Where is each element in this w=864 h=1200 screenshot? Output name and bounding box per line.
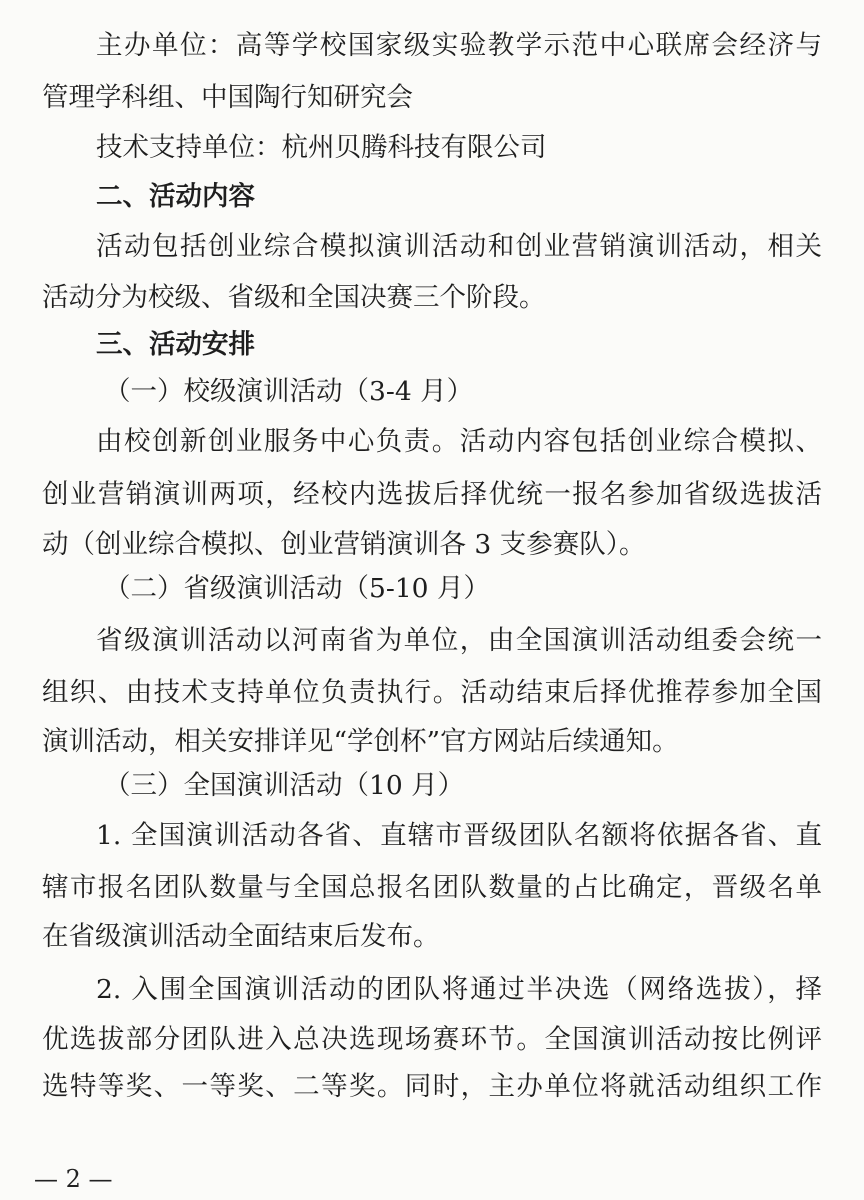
provincial-paragraph-line-1: 省级演训活动以河南省为单位，由全国演训活动组委会统一 [96, 625, 822, 656]
school-paragraph-line-3: 动（创业综合模拟、创业营销演训各 3 支参赛队）。 [42, 529, 646, 560]
content-paragraph-line-1: 活动包括创业综合模拟演训活动和创业营销演训活动，相关 [96, 231, 822, 262]
provincial-paragraph-line-2: 组织、由技术支持单位负责执行。活动结束后择优推荐参加全国 [42, 677, 822, 708]
national-item-1-line-2: 辖市报名团队数量与全国总报名团队数量的占比确定，晋级名单 [42, 872, 822, 903]
school-paragraph-line-2: 创业营销演训两项，经校内选拔后择优统一报名参加省级选拔活 [42, 479, 822, 510]
national-item-1-line-3: 在省级演训活动全面结束后发布。 [42, 921, 440, 952]
section-heading-activity-schedule: 三、活动安排 [96, 329, 255, 360]
national-item-1-line-1: 1. 全国演训活动各省、直辖市晋级团队名额将依据各省、直 [96, 820, 822, 851]
subheading-provincial-level: （二）省级演训活动（5-10 月） [104, 573, 490, 604]
subheading-national-level: （三）全国演训活动（10 月） [104, 770, 465, 801]
provincial-paragraph-line-3: 演训活动，相关安排详见“学创杯”官方网站后续通知。 [42, 726, 679, 757]
subheading-school-level: （一）校级演训活动（3-4 月） [104, 376, 474, 407]
organizer-line-2: 管理学科组、中国陶行知研究会 [42, 82, 413, 113]
national-item-2-line-3: 选特等奖、一等奖、二等奖。同时，主办单位将就活动组织工作 [42, 1071, 822, 1102]
school-paragraph-line-1: 由校创新创业服务中心负责。活动内容包括创业综合模拟、 [96, 426, 822, 457]
tech-support-line: 技术支持单位：杭州贝腾科技有限公司 [96, 132, 547, 163]
page-number: — 2 — [34, 1165, 113, 1193]
organizer-line-1: 主办单位：高等学校国家级实验教学示范中心联席会经济与 [96, 30, 822, 61]
content-paragraph-line-2: 活动分为校级、省级和全国决赛三个阶段。 [42, 282, 546, 313]
section-heading-activity-content: 二、活动内容 [96, 181, 255, 212]
national-item-2-line-1: 2. 入围全国演训活动的团队将通过半决选（网络选拔），择 [96, 974, 822, 1005]
national-item-2-line-2: 优选拔部分团队进入总决选现场赛环节。全国演训活动按比例评 [42, 1024, 822, 1055]
